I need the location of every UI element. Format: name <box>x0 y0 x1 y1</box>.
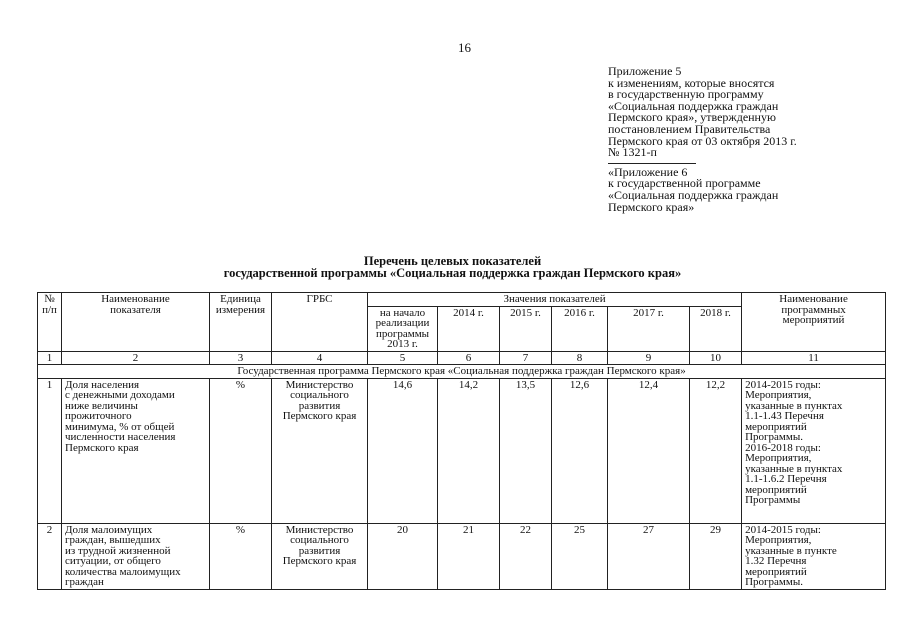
header-grbs: ГРБС <box>272 293 368 352</box>
program-title: Государственная программа Пермского края «Социальная поддержка граждан Пермского края» <box>38 365 886 379</box>
value-2018: 12,2 <box>690 378 742 523</box>
header-2016: 2016 г. <box>552 306 608 351</box>
appendix-line: «Социальная поддержка граждан <box>608 98 779 113</box>
value-2015: 13,5 <box>500 378 552 523</box>
column-number: 9 <box>608 351 690 365</box>
indicator-name: Доля малоимущих граждан, вышедших из трудной жизненной ситуации, от общего количества малоимущих граждан <box>62 523 210 589</box>
column-number: 4 <box>272 351 368 365</box>
indicator-activities: 2014-2015 годы: Мероприятия, указанные в пункте 1.32 Перечня мероприятий Программы. <box>742 523 886 589</box>
header-num: № п/п <box>38 293 62 352</box>
value-2018: 29 <box>690 523 742 589</box>
column-number: 3 <box>210 351 272 365</box>
column-number: 6 <box>438 351 500 365</box>
value-2013: 20 <box>368 523 438 589</box>
program-title-row <box>38 365 886 379</box>
value-2013: 14,6 <box>368 378 438 523</box>
header-unit: Единица измерения <box>210 293 272 352</box>
header-start: на начало реализации программы 2013 г. <box>368 306 438 351</box>
header-row <box>38 293 886 307</box>
title-line-1: Перечень целевых показателей <box>363 254 542 268</box>
title-line-2: государственной программы «Социальная поддержка граждан Пермского края» <box>223 266 682 280</box>
header-values-group: Значения показателей <box>368 293 742 307</box>
indicator-grbs: Министерство социального развития Пермского края <box>272 523 368 589</box>
appendix-line: к государственной программе <box>608 176 761 191</box>
row-num: 2 <box>38 523 62 589</box>
appendix-line: Пермского края», утвержденную <box>608 110 776 125</box>
column-number: 7 <box>500 351 552 365</box>
value-2014: 21 <box>438 523 500 589</box>
value-2014: 14,2 <box>438 378 500 523</box>
appendix-line: Пермского края от 03 октября 2013 г. <box>608 133 797 148</box>
header-name: Наименование показателя <box>62 293 210 352</box>
indicators-table <box>37 292 886 590</box>
header-activities: Наименование программных мероприятий <box>742 293 886 352</box>
column-number: 11 <box>742 351 886 365</box>
value-2017: 27 <box>608 523 690 589</box>
appendix-divider <box>608 163 696 164</box>
header-2017: 2017 г. <box>608 306 690 351</box>
appendix-line: «Приложение 6 <box>608 164 688 179</box>
appendix-line: постановлением Правительства <box>608 121 771 136</box>
column-number: 1 <box>38 351 62 365</box>
indicator-unit: % <box>210 378 272 523</box>
value-2017: 12,4 <box>608 378 690 523</box>
column-number: 10 <box>690 351 742 365</box>
table-row <box>38 523 886 589</box>
header-2015: 2015 г. <box>500 306 552 351</box>
appendix-line: в государственную программу <box>608 87 764 102</box>
document-title <box>0 255 905 279</box>
indicator-name: Доля населения с денежными доходами ниже величины прожиточного минимума, % от общей численности населения Пермского края <box>62 378 210 523</box>
column-number: 5 <box>368 351 438 365</box>
indicator-unit: % <box>210 523 272 589</box>
appendix-line: Пермского края» <box>608 199 695 214</box>
value-2016: 12,6 <box>552 378 608 523</box>
column-number-row <box>38 351 886 365</box>
page-number: 16 <box>458 40 471 55</box>
indicator-activities: 2014-2015 годы: Мероприятия, указанные в пунктах 1.1-1.43 Перечня мероприятий Программы. 2016-2018 годы: Мероприятия, указанные в пунктах 1.1-1.6.2 Перечня мероприятий Программы <box>742 378 886 523</box>
appendix-line: «Социальная поддержка граждан <box>608 187 779 202</box>
appendix-line: Приложение 5 <box>608 64 682 78</box>
table-row <box>38 378 886 523</box>
appendix-line: к изменениям, которые вносятся <box>608 75 775 90</box>
appendix-line: № 1321-п <box>608 145 657 160</box>
column-number: 8 <box>552 351 608 365</box>
appendix-note <box>608 66 797 213</box>
value-2016: 25 <box>552 523 608 589</box>
header-2014: 2014 г. <box>438 306 500 351</box>
row-num: 1 <box>38 378 62 523</box>
column-number: 2 <box>62 351 210 365</box>
header-2018: 2018 г. <box>690 306 742 351</box>
value-2015: 22 <box>500 523 552 589</box>
indicator-grbs: Министерство социального развития Пермского края <box>272 378 368 523</box>
